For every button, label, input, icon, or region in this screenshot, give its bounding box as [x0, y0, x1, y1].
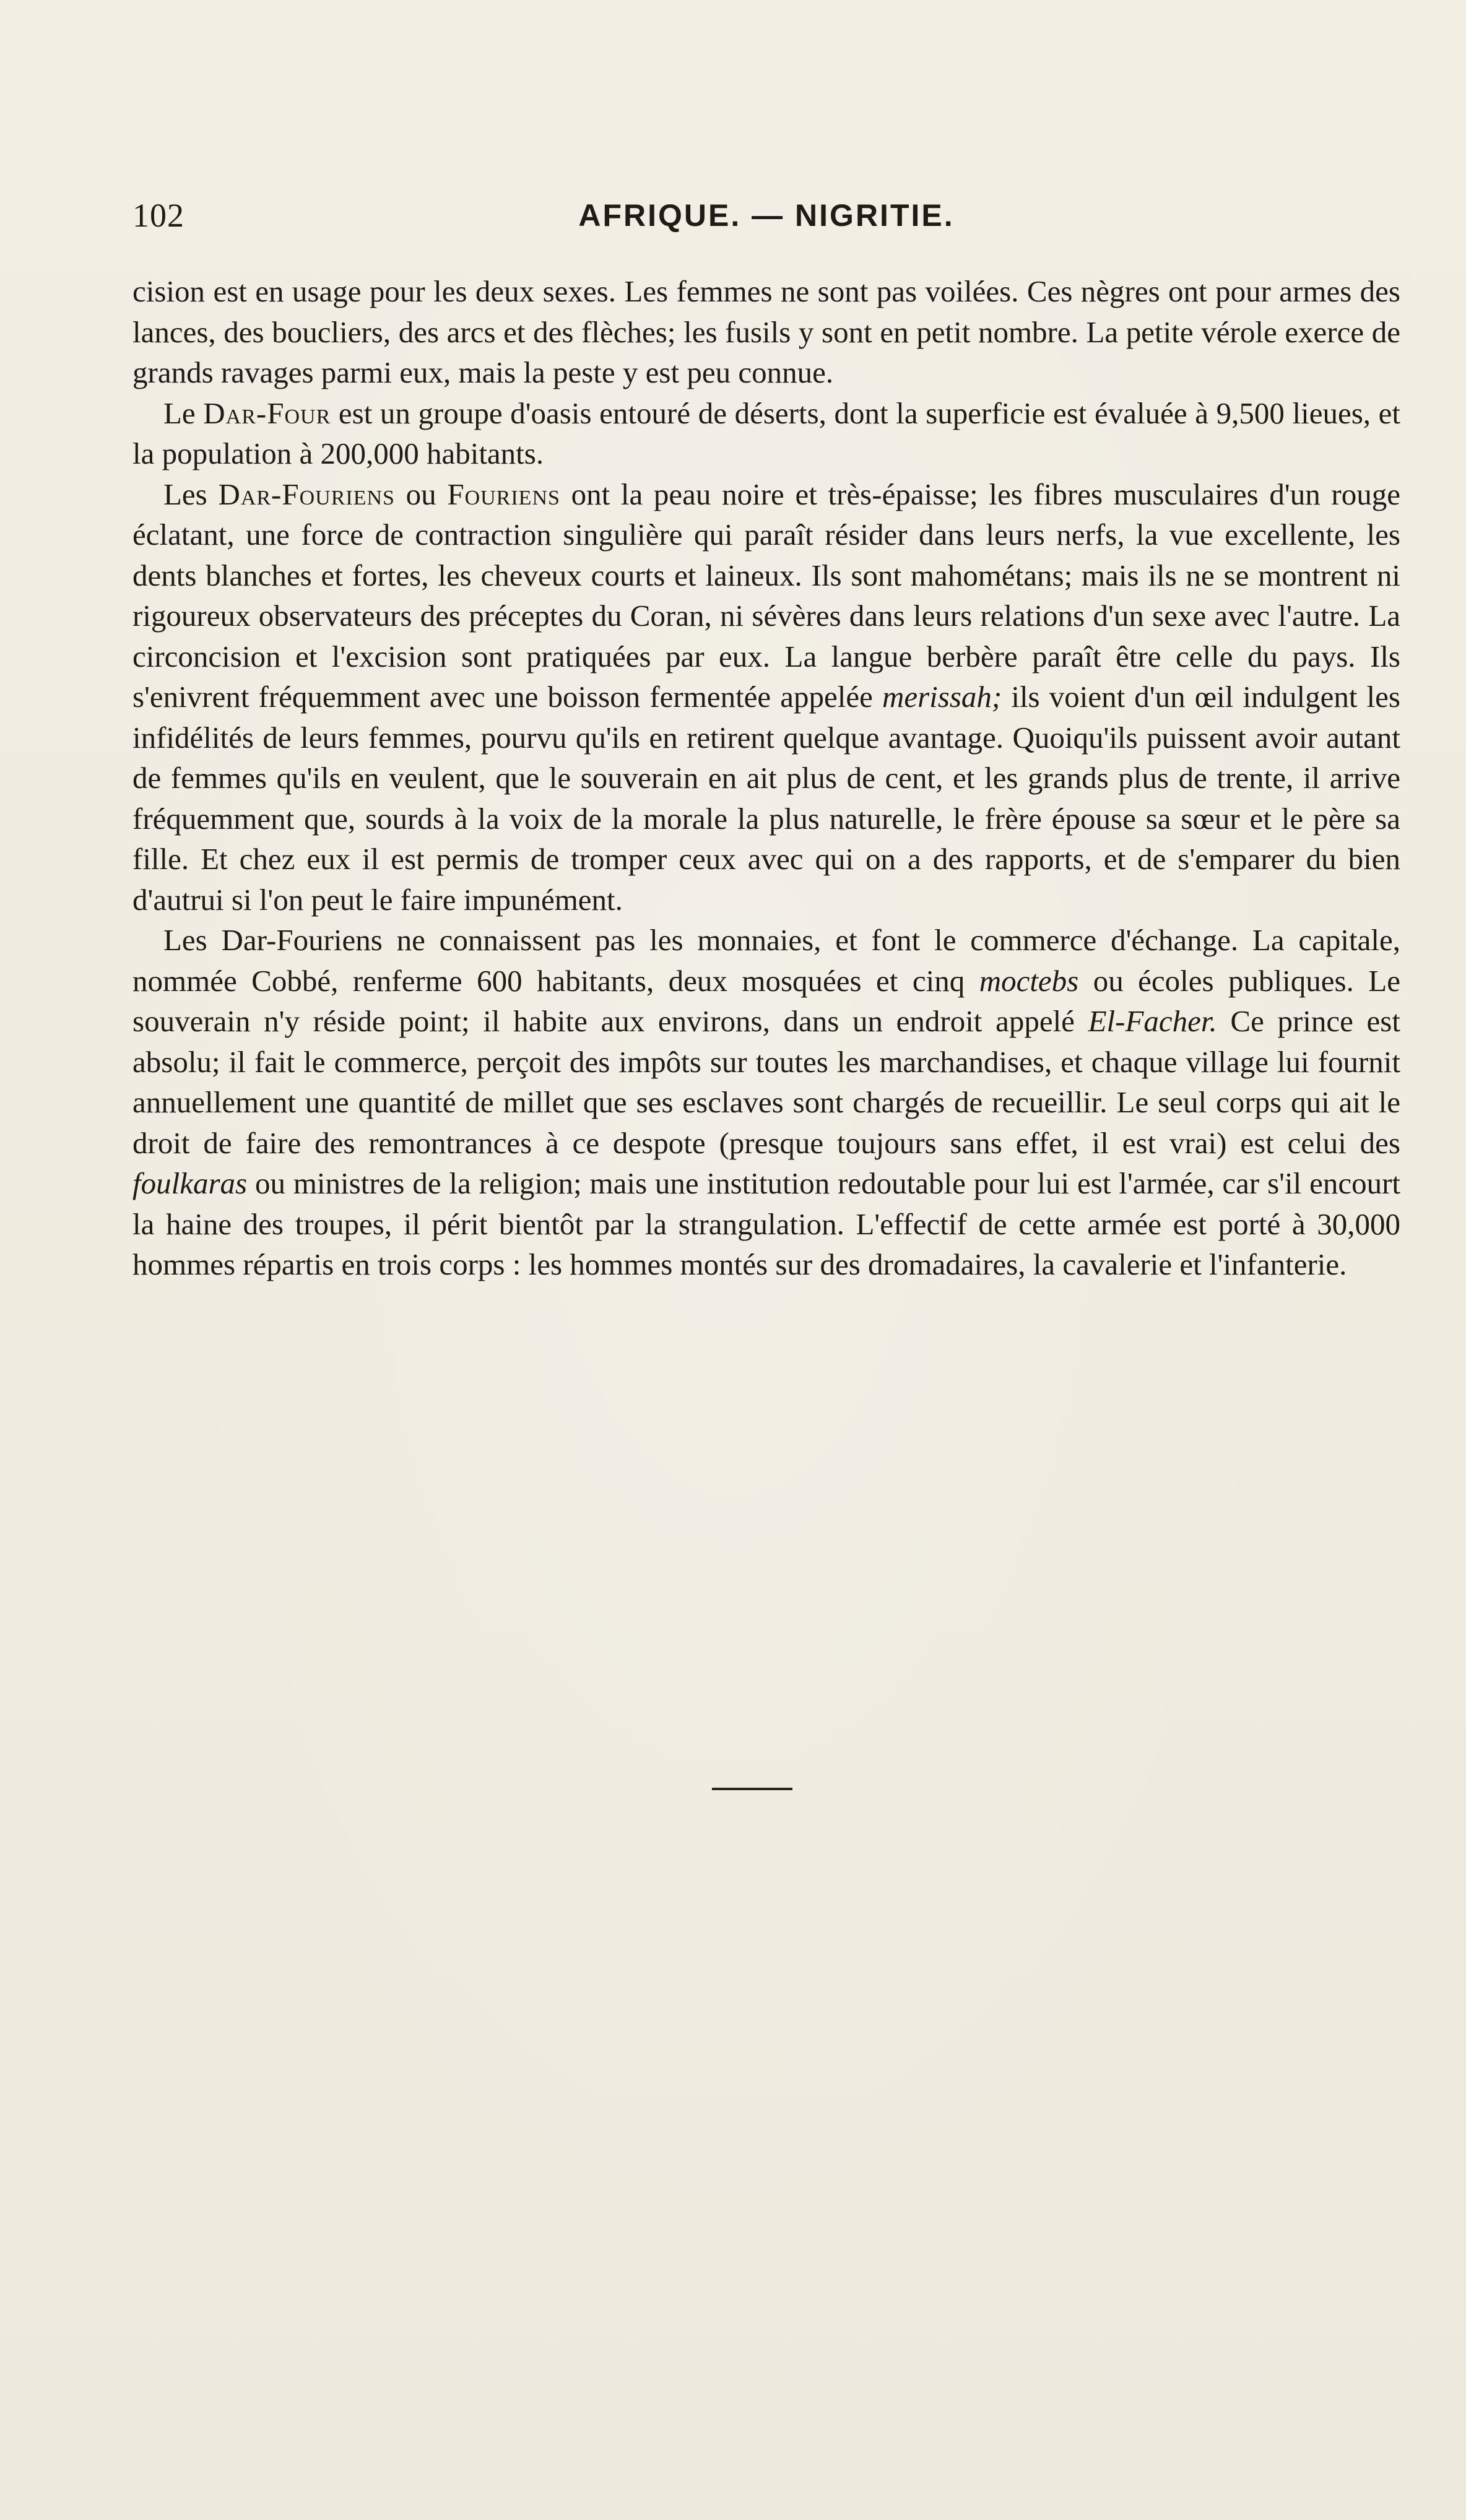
paragraph-2	[132, 393, 1400, 474]
term-dar-four: Dar-Four	[203, 396, 331, 430]
term-moctebs: moctebs	[979, 963, 1079, 998]
page-header	[132, 197, 1400, 234]
term-dar-fouriens: Dar-Fouriens	[218, 477, 395, 511]
paragraph-4-text-4: ou ministres de la religion; mais une institution redoutable pour lui est l'armée, car s'il encourt la haine des troupes, il périt bientôt par la strangulation. L'effectif de cette armée est porté à 30,000 hommes répartis en trois corps : les hommes montés sur des dromadaires, la cavalerie et l'infanterie.	[132, 1166, 1400, 1281]
paragraph-4-text-3: Ce prince est absolu; il fait le commerce, perçoit des impôts sur toutes les marchandises, et chaque village lui fournit annuellement une quantité de millet que ses esclaves sont chargés de recueillir. Le seul corps qui ait le droit de faire des remontrances à ce despote (presque toujours sans effet, il est vrai) est celui des	[132, 1004, 1400, 1160]
paragraph-3-mid: ou	[394, 477, 448, 511]
section-separator-rule	[712, 1788, 792, 1790]
page-number: 102	[132, 197, 184, 234]
term-el-facher: El-Facher.	[1088, 1004, 1217, 1038]
paragraph-3-text: ont la peau noire et très-épaisse; les fibres musculaires d'un rouge éclatant, une force de contraction singulière qui paraît résider dans leurs nerfs, la vue excellente, les dents blanches et fortes, les cheveux courts et laineux. Ils sont mahométans; mais ils ne se montrent ni rigoureux observateurs des préceptes du Coran, ni sévères dans leurs relations d'un sexe avec l'autre. La circoncision et l'excision sont pratiquées par eux. La langue berbère paraît être celle du pays. Ils s'enivrent fréquemment avec une boisson fermentée appelée	[132, 477, 1400, 714]
body-text	[132, 271, 1400, 1285]
running-title: AFRIQUE. — NIGRITIE.	[578, 198, 955, 233]
paragraph-4-text-2: ou écoles publiques. Le souverain n'y réside point; il habite aux environs, dans un endroit appelé	[132, 963, 1400, 1038]
paragraph-4	[132, 920, 1400, 1285]
paragraph-2-lead: Le	[163, 396, 204, 430]
paragraph-1-text: cision est en usage pour les deux sexes. Les femmes ne sont pas voilées. Ces nègres ont pour armes des lances, des boucliers, des arcs et des flèches; les fusils y sont en petit nombre. La petite vérole exerce de grands ravages parmi eux, mais la peste y est peu connue.	[132, 274, 1400, 389]
paragraph-3-lead: Les	[163, 477, 219, 511]
term-merissah: merissah;	[882, 680, 1002, 714]
term-foulkaras: foulkaras	[132, 1166, 248, 1200]
paragraph-2-text: est un groupe d'oasis entouré de déserts, dont la superficie est évaluée à 9,500 lieues, et la population à 200,000 habitants.	[132, 396, 1400, 470]
term-fouriens: Fouriens	[447, 477, 560, 511]
paragraph-3-text-2: ils voient d'un œil indulgent les infidélités de leurs femmes, pourvu qu'ils en retirent quelque avantage. Quoiqu'ils puissent avoir autant de femmes qu'ils en veulent, que le souverain en ait plus de cent, et les grands plus de trente, il arrive fréquemment que, sourds à la voix de la morale la plus naturelle, le frère épouse sa sœur et le père sa fille. Et chez eux il est permis de tromper ceux avec qui on a des rapports, et de s'emparer du bien d'autrui si l'on peut le faire impunément.	[132, 680, 1400, 917]
paragraph-1	[132, 271, 1400, 393]
paragraph-3	[132, 474, 1400, 920]
paragraph-4-text: Les Dar-Fouriens ne connaissent pas les monnaies, et font le commerce d'échange. La capitale, nommée Cobbé, renferme 600 habitants, deux mosquées et cinq	[132, 923, 1400, 998]
